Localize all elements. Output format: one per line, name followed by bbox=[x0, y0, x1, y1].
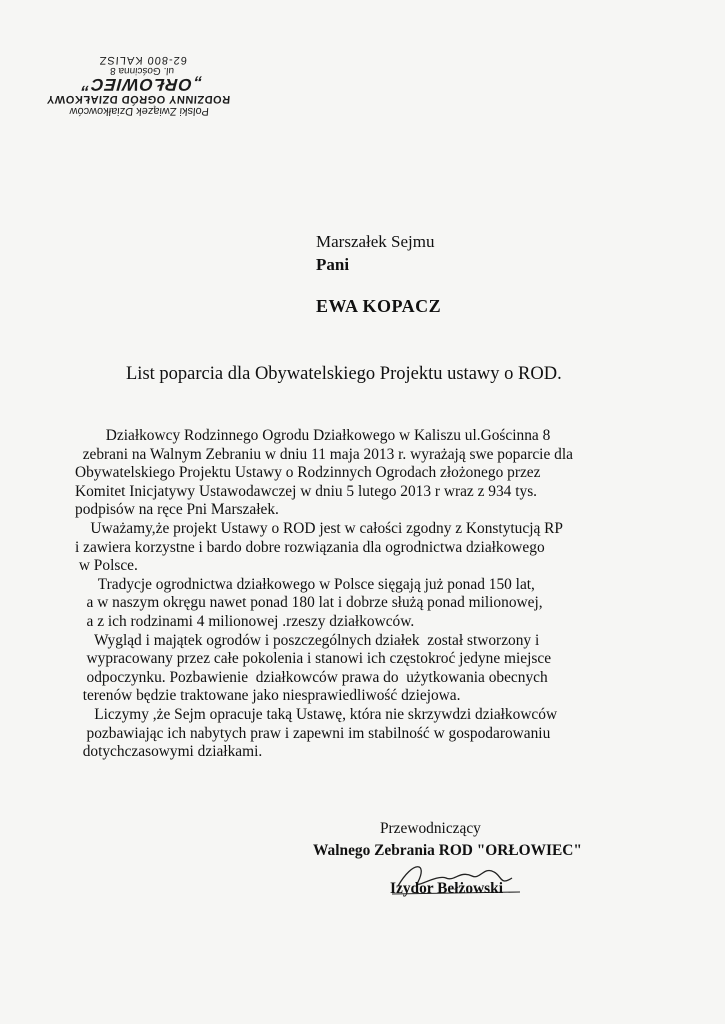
signature-role: Przewodniczący bbox=[380, 820, 481, 837]
body-line: Uważamy,że projekt Ustawy o ROD jest w całości zgodny z Konstytucją RP bbox=[75, 519, 563, 537]
stamp-line: Polski Związek Działkowców bbox=[69, 105, 210, 117]
body-line: Tradycje ogrodnictwa działkowego w Polsce sięgają już ponad 150 lat, bbox=[75, 575, 535, 593]
letter-title: List poparcia dla Obywatelskiego Projektu ustawy o ROD. bbox=[126, 364, 562, 384]
body-line: Obywatelskiego Projektu Ustawy o Rodzinnych Ogrodach złożonego przez bbox=[75, 464, 541, 482]
body-line: podpisów na ręce Pni Marszałek. bbox=[75, 501, 279, 519]
stamp-line: RODZINNY OGRÓD DZIAŁKOWY bbox=[46, 93, 231, 106]
body-line: a z ich rodzinami 4 milionowej .rzeszy działkowców. bbox=[75, 612, 415, 630]
stamp-line: „ORŁOWIEC” bbox=[80, 74, 203, 94]
body-line: terenów będzie traktowane jako niesprawiedliwość dziejowa. bbox=[75, 687, 461, 705]
body-line: Wygląd i majątek ogrodów i poszczególnych działek został stworzony i bbox=[75, 631, 540, 649]
body-line: Komitet Inicjatywy Ustawodawczej w dniu 5 lutego 2013 r wraz z 934 tys. bbox=[75, 482, 538, 500]
body-line: dotychczasowymi działkami. bbox=[75, 743, 263, 761]
letter-body bbox=[75, 427, 645, 762]
signature-name: Izydor Bełżowski bbox=[390, 880, 504, 897]
body-line: a w naszym okręgu nawet ponad 180 lat i dobrze służą ponad milionowej, bbox=[75, 594, 543, 612]
addressee-name: EWA KOPACZ bbox=[316, 296, 442, 316]
body-line: Liczymy ,że Sejm opracuje taką Ustawę, która nie skrzywdzi działkowców bbox=[75, 705, 558, 723]
body-line: Działkowcy Rodzinnego Ogrodu Działkowego w Kaliszu ul.Gościnna 8 bbox=[75, 427, 551, 444]
stamp-line: 62-800 KALISZ bbox=[98, 53, 188, 66]
body-line: pozbawiając ich nabytych praw i zapewni im stabilność w gospodarowaniu bbox=[75, 724, 551, 742]
body-line: wypracowany przez całe pokolenia i stanowi ich częstokroć jedyne miejsce bbox=[75, 650, 552, 668]
body-line: odpoczynku. Pozbawienie działkowców prawa do użytkowania obecnych bbox=[75, 668, 548, 686]
stamp-line: ul. Gościnna 8 bbox=[109, 65, 175, 77]
body-line: w Polsce. bbox=[75, 557, 138, 575]
signature-organization: Walnego Zebrania ROD "ORŁOWIEC" bbox=[313, 842, 582, 859]
body-line: i zawiera korzystne i bardo dobre rozwiązania dla ogrodnictwa działkowego bbox=[75, 538, 545, 556]
addressee-office: Marszałek Sejmu bbox=[316, 232, 435, 251]
addressee-salutation: Pani bbox=[316, 255, 350, 274]
garden-stamp bbox=[46, 28, 235, 117]
body-line: zebrani na Walnym Zebraniu w dniu 11 maja 2013 r. wyrażają swe poparcie dla bbox=[75, 445, 573, 463]
